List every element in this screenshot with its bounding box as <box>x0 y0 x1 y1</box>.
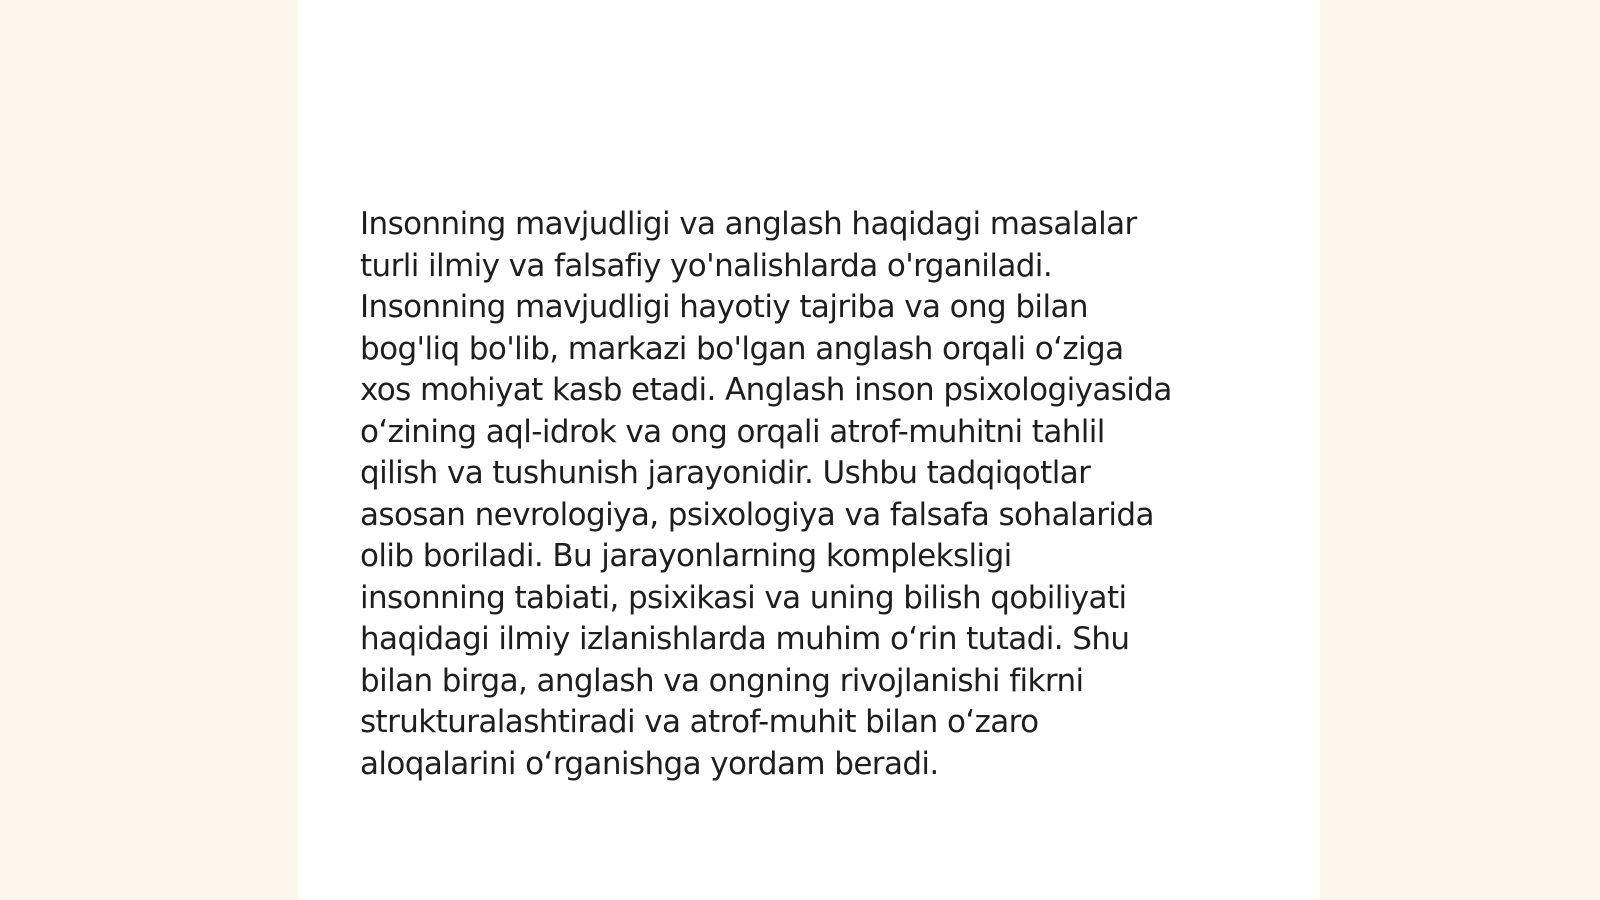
body-paragraph <box>360 204 1260 785</box>
text-line: olib boriladi. Bu jarayonlarning kompleksligi <box>360 538 1012 574</box>
text-line: insonning tabiati, psixikasi va uning bilish qobiliyati <box>360 579 1127 616</box>
text-line: strukturalashtiradi va atrof-muhit bilan o‘zaro <box>360 704 1039 740</box>
text-line: turli ilmiy va falsafiy yo'nalishlarda o'rganiladi. <box>360 247 1053 284</box>
text-line: xos mohiyat kasb etadi. Anglash inson psixologiyasida <box>360 372 1172 408</box>
text-line: Insonning mavjudligi hayotiy tajriba va ong bilan <box>360 289 1088 325</box>
text-line: qilish va tushunish jarayonidir. Ushbu tadqiqotlar <box>360 455 1091 491</box>
text-line: aloqalarini o‘rganishga yordam beradi. <box>360 745 939 782</box>
text-line: bilan birga, anglash va ongning rivojlanishi fikrni <box>360 662 1084 699</box>
document-sheet <box>297 0 1320 900</box>
text-line: o‘zining aql-idrok va ong orqali atrof-muhitni tahlil <box>360 413 1105 450</box>
text-line: haqidagi ilmiy izlanishlarda muhim o‘rin tutadi. Shu <box>360 621 1130 657</box>
text-line: bog'liq bo'lib, markazi bo'lgan anglash orqali o‘ziga <box>360 330 1124 367</box>
text-line: asosan nevrologiya, psixologiya va falsafa sohalarida <box>360 496 1154 533</box>
text-line: Insonning mavjudligi va anglash haqidagi masalalar <box>360 206 1137 242</box>
